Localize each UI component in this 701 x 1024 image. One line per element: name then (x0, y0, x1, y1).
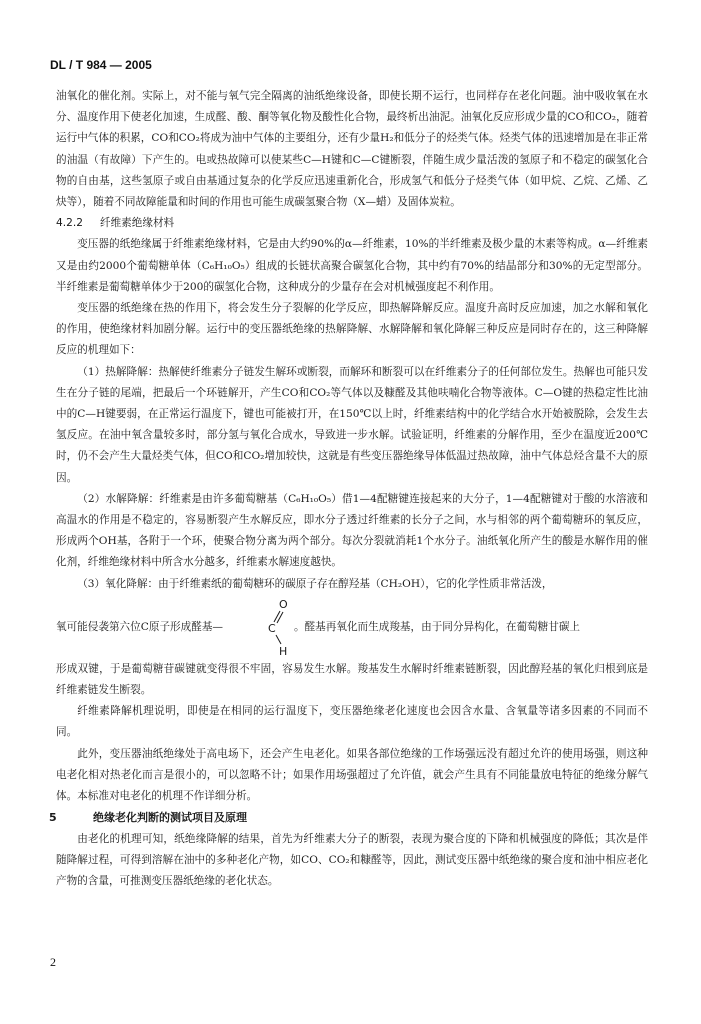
formula-tail-text: 。醛基再氧化而生成羧基，由于同分异构化，在葡萄糖甘碳上 (294, 620, 581, 633)
section-title: 纤维素绝缘材料 (100, 217, 175, 230)
paragraph-degradation: 变压器的纸绝缘在热的作用下，将会发生分子裂解的化学反应，即热解降解反应。温度升高时反应加速，加之水解和氧化的作用，使绝缘材料加剧分解。运行中的变压器纸绝缘的热解降解、水解降解和氧化降解三种反应是同时存在的，这三种降解反应的机理如下： (56, 302, 648, 357)
paragraph-electrical-aging: 此外，变压器油纸绝缘处于高电场下，还会产生电老化。如果各部位绝缘的工作场强远没有超过允许的使用场强，则这种电老化相对热老化而言是很小的，可以忽略不计；如果作用场强超过了允许值，就会产生具有不同能量放电特征的绝缘分解气体。本标准对电老化的机理不作详细分析。 (56, 747, 648, 803)
formula-hydrogen: H (279, 644, 288, 658)
paragraph-oxidation-continued: 形成双键，于是葡萄糖苷碳键就变得很不牢固，容易发生水解。羧基发生水解时纤维素链断裂，因此醇羟基的氧化归根到底是纤维素链发生断裂。 (56, 662, 648, 697)
paragraph-cellulose: 变压器的纸绝缘属于纤维素绝缘材料，它是由大约90%的α—纤维素，10%的半纤维素及极少量的木素等构成。α—纤维素又是由约2000个葡萄糖单体（C₆H₁₀O₅）组成的长链状高聚合碳氢化合物，其中约有70%的结晶部分和30%的无定型部分。半纤维素是葡萄糖单体少于200的碳氢化合物，这种成分的少量存在会对机械强度起不利作用。 (56, 238, 648, 293)
formula-line (56, 595, 648, 659)
formula-carbon: C (268, 621, 276, 635)
paragraph-oil-oxidation: 油氧化的催化剂。实际上，对不能与氧气完全隔离的油纸绝缘设备，即使长期不运行，也同样存在老化问题。油中吸收氧在水分、温度作用下使老化加速，生成醛、酸、酮等氧化物及酸性化合物，最终析出油泥。油氧化反应形成少量的CO和CO₂，随着运行中气体的积累，CO和CO₂将成为油中气体的主要组分，还有少量H₂和低分子的烃类气体。烃类气体的迅速增加是在非正常的油温（有故障）下产生的。电或热故障可以使某些C—H键和C—C键断裂，伴随生成少量活泼的氢原子和不稳定的碳氢化合物的自由基，这些氢原子或自由基通过复杂的化学反应迅速重新化合，形成氢气和低分子烃类气体（如甲烷、乙烷、乙烯、乙炔等），随着不同故障能量和时间的作用也可能生成碳氢聚合物（X—蜡）及固体炭粒。 (56, 90, 648, 209)
paragraph-test-items: 由老化的机理可知，纸绝缘降解的结果，首先为纤维素大分子的断裂，表现为聚合度的下降和机械强度的降低；其次是伴随降解过程，可得到溶解在油中的多种老化产物，如CO、CO₂和糠醛等，因此，测试变压器中纸绝缘的聚合度和油中相应老化产物的含量，可推测变压器纸绝缘的老化状态。 (56, 832, 648, 887)
aldehyde-group-structure (260, 595, 296, 659)
body-text (49, 86, 648, 892)
section-heading-4-2-2 (56, 213, 648, 234)
document-header: DL / T 984 — 2005 (50, 58, 152, 72)
formula-single-bond (276, 635, 281, 644)
paragraph-thermal-degradation: （1）热解降解：热解使纤维素分子链发生解环或断裂，而解环和断裂可以在纤维素分子的任何部位发生。热解也可能只发生在分子链的尾端，把最后一个环链解开，产生CO和CO₂等气体以及糠醛及其他呋喃化合物等液体。C—O键的热稳定性比油中的C—H键要弱，在正常运行温度下，键也可能被打开，在150℃以上时，纤维素结构中的化学结合水开始被脱除，会发生去氢反应。在油中氧含量较多时，部分氢与氧化合成水，导致进一步水解。试验证明，纤维素的分解作用，至少在温度近200℃时，仍不会产生大量烃类气体，但CO和CO₂增加较快，这就是有些变压器绝缘导体低温过热故障，油中气体总烃含量不大的原因。 (56, 365, 648, 484)
section-number: 4.2.2 (56, 217, 83, 230)
formula-double-bond (274, 611, 280, 622)
formula-oxygen: O (279, 597, 288, 611)
paragraph-mechanism: 纤维素降解机理说明，即使是在相同的运行温度下，变压器绝缘老化速度也会因含水量、含氧量等诸多因素的不同而不同。 (56, 705, 648, 739)
formula-lead-text: 氧可能侵袭第六位C原子形成醛基— (56, 620, 224, 633)
section-number: 5 (49, 811, 57, 825)
formula-double-bond-2 (277, 612, 283, 623)
section-heading-5 (49, 807, 641, 828)
page-number: 2 (50, 955, 56, 969)
paragraph-oxidation: （3）氧化降解：由于纤维素纸的葡萄糖环的碳原子存在醇羟基（CH₂OH），它的化学性质非常活泼， (77, 577, 553, 590)
section-title: 绝缘老化判断的测试项目及原理 (93, 811, 247, 825)
paragraph-hydrolysis: （2）水解降解：纤维素是由许多葡萄糖基（C₆H₁₀O₅）借1—4配糖键连接起来的大分子，1—4配糖键对于酸的水溶液和高温水的作用是不稳定的，容易断裂产生水解反应，即水分子透过纤维素的长分子之间，水与相邻的两个葡萄糖环的氧反应，形成两个OH基，各附于一个环，使聚合物分离为两个部分。每次分裂就消耗1个水分子。油纸氧化所产生的酸是水解作用的催化剂，纤维绝缘材料中所含水分越多，纤维素水解速度越快。 (56, 492, 648, 569)
